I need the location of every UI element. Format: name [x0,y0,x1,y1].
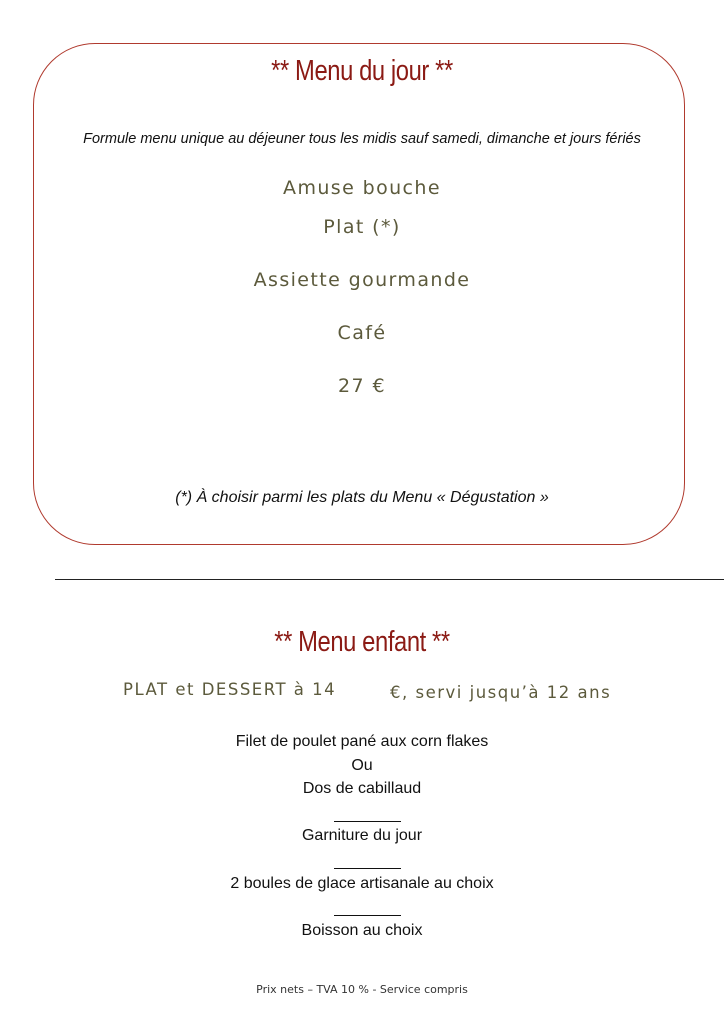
footer-prix: Prix nets – TVA 10 % - Service compris [256,983,468,996]
menu-enfant-title: ** Menu enfant ** [274,626,450,658]
menu-enfant-offer-part1: PLAT et DESSERT à 14 [123,680,337,699]
section-separator [55,579,724,580]
menu-du-jour-frame [33,43,685,545]
course-assiette-gourmande: Assiette gourmande [253,269,471,291]
menu-du-jour-footnote: (*) À choisir parmi les plats du Menu « Dégustation » [175,489,549,506]
kids-item-boisson: Boisson au choix [301,922,423,939]
kids-divider-3 [334,915,401,916]
course-amuse-bouche: Amuse bouche [283,177,441,199]
kids-item-ou: Ou [351,757,373,774]
course-plat: Plat (*) [323,216,401,238]
kids-divider-2 [334,868,401,869]
kids-divider-1 [334,821,401,822]
kids-item-garniture: Garniture du jour [301,827,423,844]
kids-item-glace: 2 boules de glace artisanale au choix [230,875,494,892]
menu-enfant-offer-part2: €, servi jusqu’à 12 ans [390,683,612,702]
menu-du-jour-title: ** Menu du jour ** [271,55,453,87]
course-cafe: Café [337,322,387,344]
kids-item-cabillaud: Dos de cabillaud [302,780,422,797]
menu-du-jour-price: 27 € [338,375,386,397]
kids-item-poulet: Filet de poulet pané aux corn flakes [235,733,489,750]
menu-du-jour-subtitle: Formule menu unique au déjeuner tous les midis sauf samedi, dimanche et jours fériés [83,131,641,147]
